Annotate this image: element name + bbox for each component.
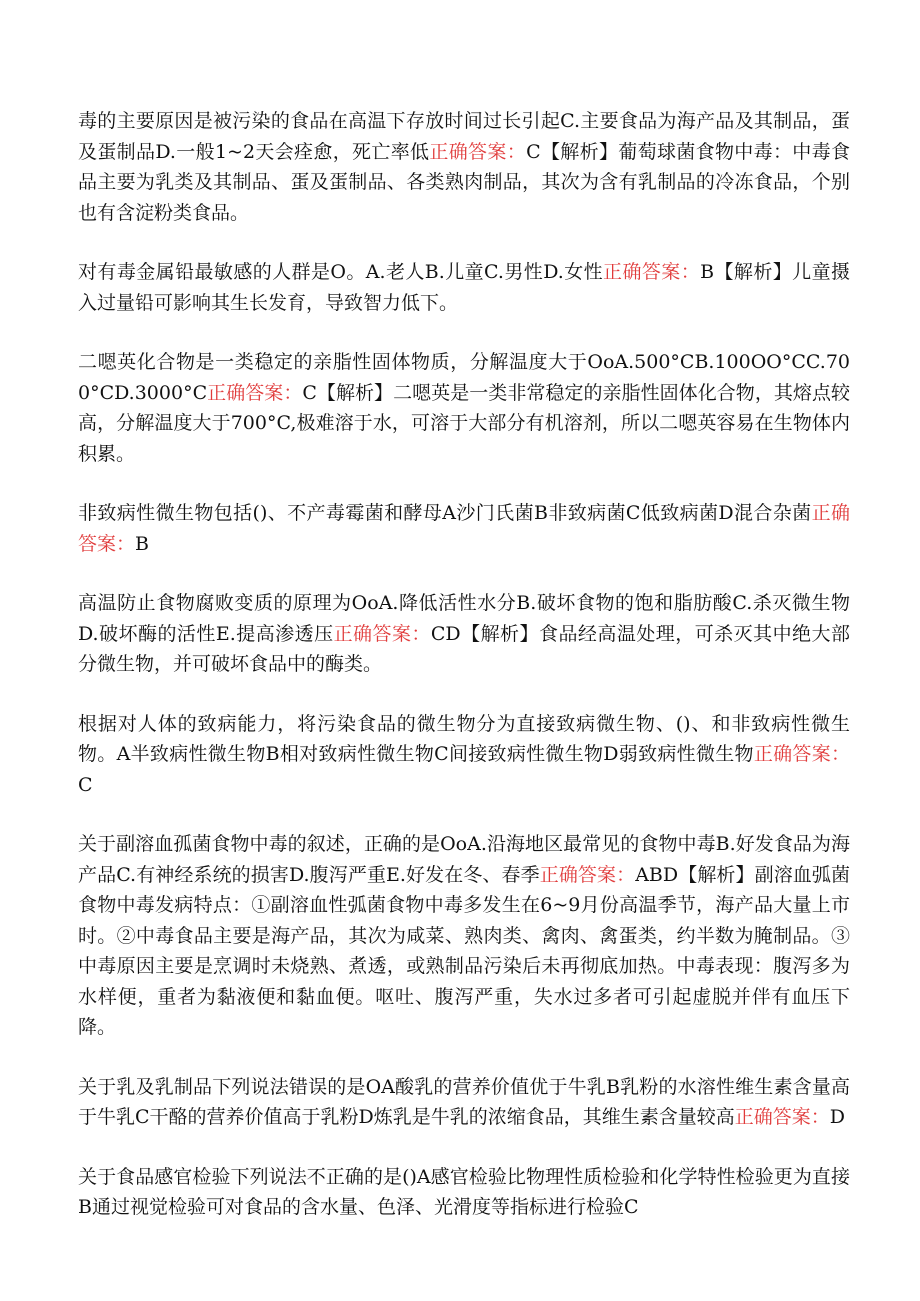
question-text: 关于乳及乳制品下列说法错误的是OA酸乳的营养价值优于牛乳B乳粉的水溶性维生素含量高于牛乳C干酪的营养价值高于乳粉D炼乳是牛乳的浓缩食品，其维生素含量较高 [78, 1075, 850, 1128]
answer-explanation: ABD【解析】副溶血弧菌食物中毒发病特点：①副溶血性弧菌食物中毒多发生在6~9月份高温季节，海产品大量上市时。②中毒食品主要是海产品，其次为咸菜、熟肉类、禽肉、禽蛋类，约半数为腌制品。③中毒原因主要是烹调时未烧熟、煮透，或熟制品污染后未再彻底加热。中毒表现：腹泻多为水样便，重者为黏液便和黏血便。呕吐、腹泻严重，失水过多者可引起虚脱并伴有血压下降。 [78, 863, 850, 1038]
question-paragraph-3 [78, 347, 850, 469]
answer-label: 正确答案： [539, 863, 636, 886]
answer-label: 正确答案： [333, 622, 431, 645]
answer-label: 正确答案： [753, 743, 850, 765]
question-text: 对有毒金属铅最敏感的人群是O。A.老人B.儿童C.男性D.女性 [78, 261, 604, 283]
answer-explanation: D [829, 1106, 846, 1128]
question-paragraph-5 [78, 588, 850, 680]
question-paragraph-9 [78, 1162, 850, 1223]
answer-explanation: C【解析】二嗯英是一类非常稳定的亲脂性固体化合物，其熔点较高，分解温度大于700°C,极难溶于水，可溶于大部分有机溶剂，所以二嗯英容易在生物体内积累。 [78, 381, 850, 465]
question-text: 毒的主要原因是被污染的食品在高温下存放时间过长引起C.主要食品为海产品及其制品，蛋及蛋制品D.一般1~2天会痊愈，死亡率低 [78, 110, 850, 163]
answer-label: 正确答案： [734, 1106, 830, 1128]
answer-explanation: CD【解析】食品经高温处理，可杀灭其中绝大部分微生物，并可破坏食品中的酶类。 [78, 622, 850, 675]
question-text: 二嗯英化合物是一类稳定的亲脂性固体物质，分解温度大于OoA.500°CB.100OO°CC.700°CD.3000°C [78, 351, 850, 404]
document-page [78, 106, 850, 1252]
answer-label: 正确答案： [207, 381, 303, 404]
question-text: 关于副溶血孤菌食物中毒的叙述，正确的是OoA.沿海地区最常见的食物中毒B.好发食品为海产品C.有神经系统的损害D.腹泻严重E.好发在冬、春季 [78, 833, 850, 886]
question-paragraph-7 [78, 829, 850, 1043]
question-paragraph-8 [78, 1072, 850, 1133]
answer-label: 正确答案： [78, 502, 850, 555]
answer-explanation: C【解析】葡萄球菌食物中毒：中毒食品主要为乳类及其制品、蛋及蛋制品、各类熟肉制品，其次为含有乳制品的冷冻食品，个别也有含淀粉类食品。 [78, 140, 850, 224]
question-text: 根据对人体的致病能力，将污染食品的微生物分为直接致病微生物、()、和非致病性微生物。A半致病性微生物B相对致病性微生物C间接致病性微生物D弱致病性微生物 [78, 712, 850, 765]
answer-explanation: B【解析】儿童摄入过量铅可影响其生长发育，导致智力低下。 [78, 261, 850, 314]
question-text: 高温防止食物腐败变质的原理为OoA.降低活性水分B.破坏食物的饱和脂肪酸C.杀灭微生物D.破坏酶的活性E.提高渗透压 [78, 592, 850, 645]
question-paragraph-4 [78, 498, 850, 559]
answer-label: 正确答案： [603, 261, 701, 283]
question-paragraph-1 [78, 106, 850, 228]
question-paragraph-6 [78, 709, 850, 801]
question-text: 关于食品感官检验下列说法不正确的是()A感官检验比物理性质检验和化学特性检验更为直接B通过视觉检验可对食品的含水量、色泽、光滑度等指标进行检验C [78, 1165, 850, 1218]
answer-explanation: C [78, 773, 93, 796]
question-text: 非致病性微生物包括()、不产毒霉菌和酵母A沙门氏菌B非致病菌C低致病菌D混合杂菌 [78, 502, 812, 524]
answer-explanation: B [135, 532, 149, 555]
question-paragraph-2 [78, 257, 850, 318]
answer-label: 正确答案： [429, 140, 527, 163]
